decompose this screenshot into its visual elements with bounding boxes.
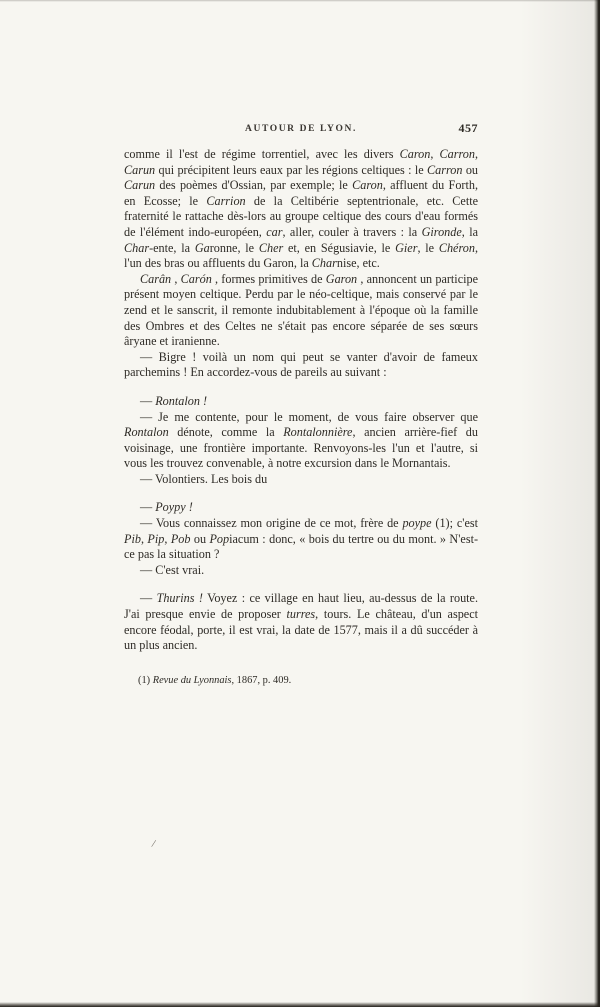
text-run: et, en Ségusiavie, le (283, 240, 396, 255)
paragraph (124, 410, 478, 472)
text-run: dénote, comme la (168, 425, 284, 440)
text-run: , 1867, p. 409. (231, 674, 292, 686)
italic-run: Revue du Lyonnais (152, 674, 232, 686)
italic-run: Carrion (206, 193, 246, 208)
paragraph (124, 272, 478, 350)
text-run: , affluent du Forth, en Ecosse; le (124, 178, 479, 208)
text-run: (1) (138, 674, 153, 686)
text-run: nise, etc. (336, 256, 380, 271)
italic-run: Char (124, 240, 150, 255)
text-run: , (430, 147, 440, 161)
text-run: qui précipitent leurs eaux par les régions celtiques : le (155, 162, 427, 177)
scan-artifact: / (150, 837, 157, 851)
italic-run: Poypy ! (155, 500, 193, 515)
scan-margin-shade (520, 0, 600, 1007)
text-run: — Vous connaissez mon origine de ce mot, frère de (140, 516, 403, 531)
text-run: — C'est vrai. (140, 562, 205, 577)
italic-run: Carun (124, 162, 156, 177)
scan-edge-right (594, 0, 600, 1007)
text-run: Voyez : ce village en haut lieu, au-dessus de la route. J'ai presque envie de proposer (124, 591, 479, 622)
italic-run: Carron (427, 162, 463, 177)
italic-run: poype (402, 516, 432, 531)
text-run: ou (190, 531, 210, 546)
italic-run: Char (311, 256, 337, 271)
italic-run: Rontalonnière (283, 425, 353, 440)
text-run: — Je me contente, pour le moment, de vous faire observer que (140, 409, 478, 424)
scan-edge-top (0, 0, 600, 2)
text-run: , annoncent un participe présent moyen celtique. Perdu par le néo-celtique, mais conservé par le zend et le sanscrit, il remonte indubitablement à l'époque où la famille des Ombres et des Celtes ne s'était pas encore séparée de ses sœurs âryane et iranienne. (124, 271, 478, 349)
italic-run: turres (286, 607, 316, 622)
italic-run: Thurins ! (156, 591, 203, 606)
text-run: , le (417, 240, 439, 255)
italic-run: Caron (352, 178, 383, 193)
italic-run: Ga (194, 240, 210, 255)
italic-run: Rontalon ! (155, 393, 208, 408)
text-block (124, 147, 478, 654)
text-run: — (140, 591, 157, 606)
text-run: (1); c'est (431, 516, 478, 531)
text-run: , tours. Le château, d'un aspect encore féodal, porte, il est vrai, la date de 1577, mais il a dû succéder à un plus ancien. (124, 607, 478, 653)
italic-run: Carron (439, 147, 475, 161)
paragraph (124, 147, 478, 272)
text-run: des poèmes d'Ossian, par exemple; le (155, 178, 353, 193)
text-run: , (164, 531, 171, 546)
text-run: ou (462, 162, 479, 177)
italic-run: Rontalon (124, 425, 169, 440)
paragraph (124, 563, 478, 579)
paragraph (124, 472, 478, 488)
italic-run: car (266, 224, 283, 239)
italic-run: Pop (209, 531, 230, 546)
paragraph (124, 591, 478, 653)
text-run: de la Celtibérie septentrionale, etc. Cette fraternité le rattache dès-lors au groupe celtique des cours d'eau formés de l'élément indo-européen, (124, 193, 478, 239)
paragraph (124, 516, 478, 563)
italic-run: Carân (140, 271, 172, 286)
italic-run: Gironde (421, 224, 462, 239)
italic-run: Pob (170, 531, 191, 546)
text-run: -ente, la (149, 240, 195, 255)
italic-run: Pib (124, 531, 141, 546)
page-header (124, 121, 478, 139)
paragraph (124, 500, 478, 516)
text-run: iacum : donc, « bois du tertre ou du mont. » N'est-ce pas la situation ? (124, 531, 479, 562)
italic-run: Carun (124, 178, 156, 193)
italic-run: Pip (147, 531, 165, 546)
text-run: — Bigre ! voilà un nom qui peut se vanter d'avoir de fameux parchemins ! En accordez-vous de pareils au suivant : (124, 349, 478, 380)
italic-run: Garon (325, 271, 358, 286)
italic-run: Gier (395, 240, 418, 255)
text-column (124, 121, 478, 687)
text-run: ronne, le (209, 240, 259, 255)
italic-run: Carón (180, 271, 212, 286)
text-run: comme il l'est de régime torrentiel, avec les divers (124, 147, 400, 161)
text-run: , la (461, 224, 479, 239)
italic-run: Cher (258, 240, 284, 255)
running-title: AUTOUR DE LYON. (245, 124, 357, 134)
text-run: , (140, 531, 148, 546)
text-run: , formes primitives de (211, 271, 326, 286)
paragraph (124, 350, 478, 381)
text-run: — (140, 500, 156, 515)
text-run: — (140, 393, 156, 408)
text-run: , aller, couler à travers : la (282, 224, 422, 239)
text-run: , (171, 271, 181, 286)
italic-run: Chéron (438, 240, 475, 255)
text-run: — Volontiers. Les bois du (140, 471, 268, 486)
text-run: , ancien arrière-fief du voisinage, une frontière importante. Renvoyons-les l'un et l'autre, si vous les trouvez convenable, à notre excursion dans le Mornantais. (124, 425, 478, 471)
page-number: 457 (458, 121, 478, 135)
scan-edge-bottom (0, 1002, 600, 1007)
paragraph (124, 394, 478, 410)
footnote (124, 674, 478, 687)
text-run: , (474, 147, 479, 161)
text-run: , l'un des bras ou affluents du Garon, la (124, 240, 478, 271)
italic-run: Caron (399, 147, 431, 161)
